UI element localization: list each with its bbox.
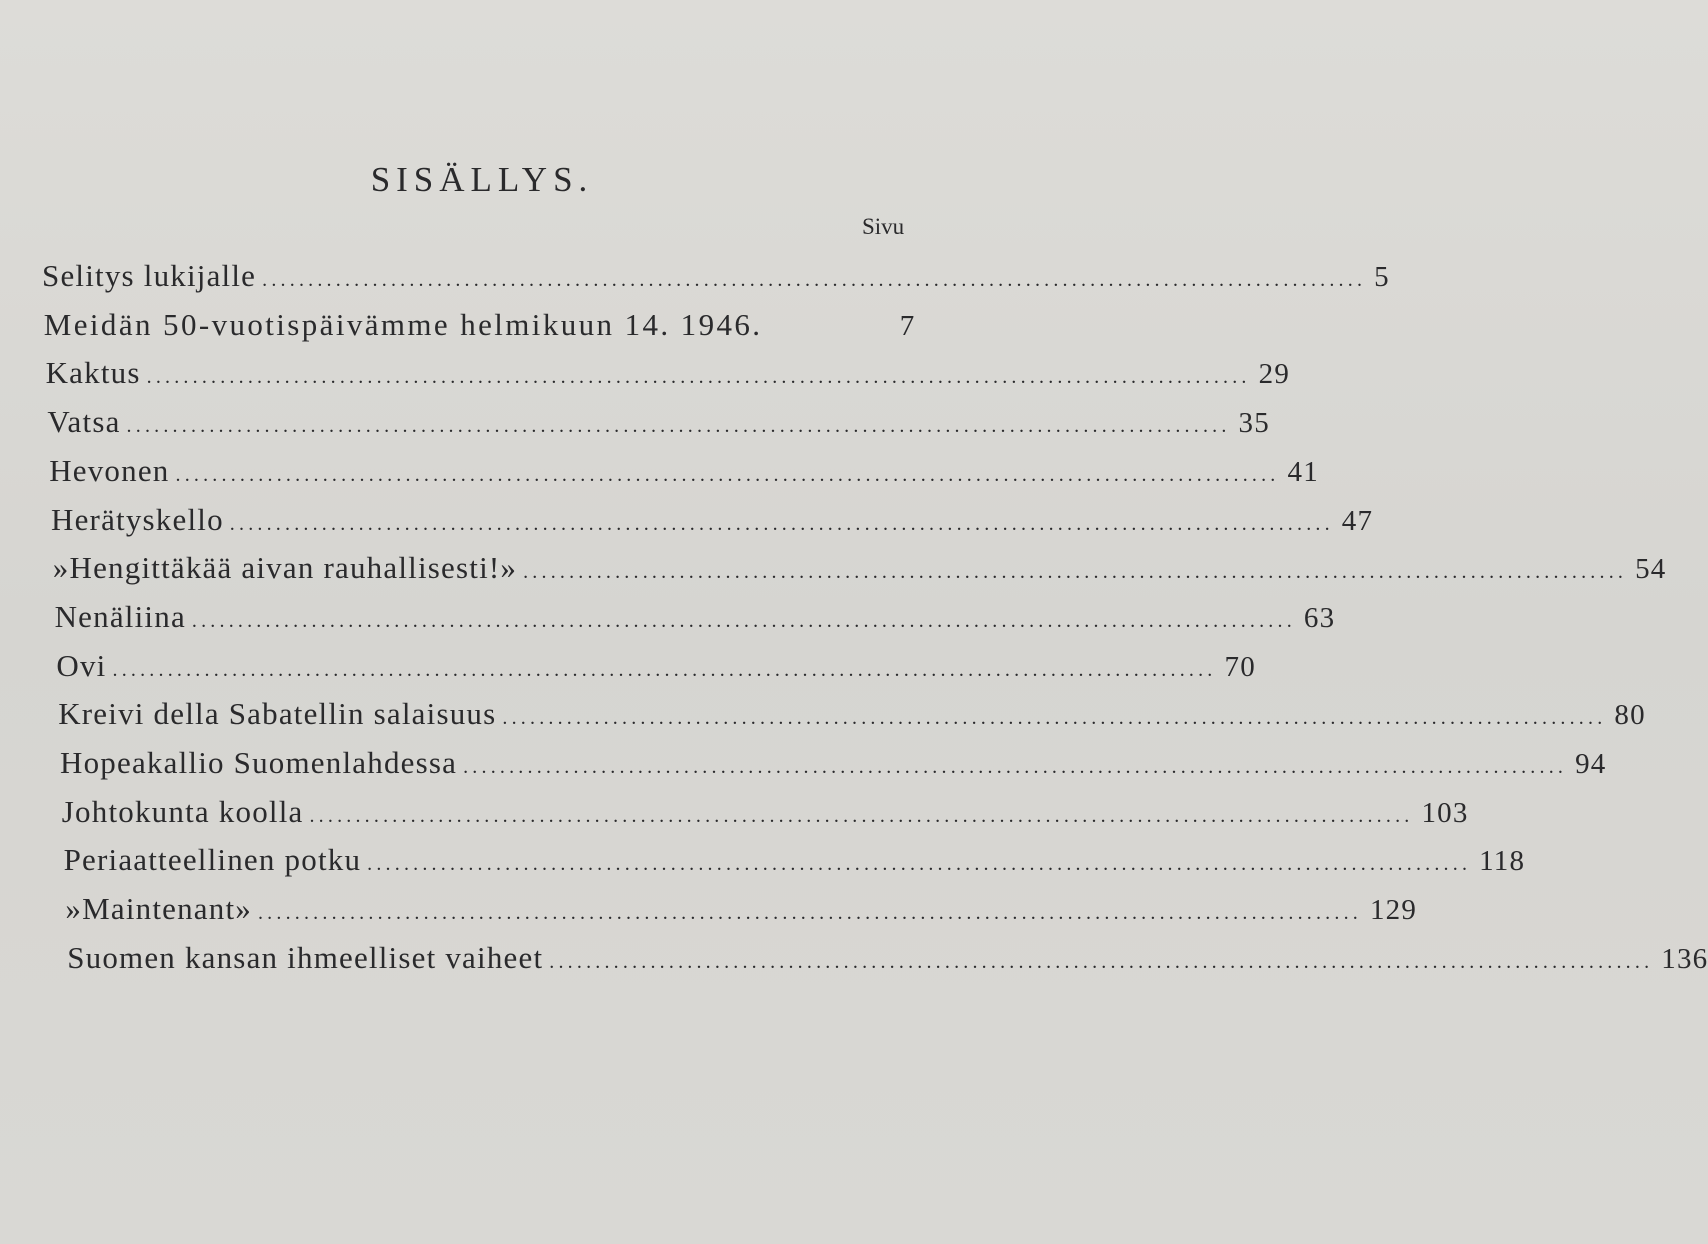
entry-page-number: 41 bbox=[1287, 455, 1319, 488]
title-text: SISÄLLYS. bbox=[370, 160, 594, 199]
page-title bbox=[0, 160, 960, 200]
entry-page-number: 5 bbox=[1374, 261, 1390, 293]
toc-entry bbox=[65, 891, 1418, 931]
entry-page-number: 47 bbox=[1341, 504, 1374, 537]
dot-leader: ........................................................................................................................ bbox=[146, 366, 1251, 389]
dot-leader: ........................................................................................................................ bbox=[175, 463, 1280, 486]
dot-leader: ........................................................................................................................ bbox=[502, 707, 1607, 730]
dot-leader: ........................................................................................................................ bbox=[229, 512, 1334, 535]
dot-leader: ........................................................................................................................ bbox=[257, 902, 1362, 925]
toc-entry bbox=[51, 501, 1374, 542]
dot-leader: ........................................................................................................................ bbox=[112, 658, 1217, 681]
toc-entry bbox=[56, 647, 1256, 688]
dot-leader: ........................................................................................................................ bbox=[191, 609, 1296, 632]
dot-leader: ........................................................................................................................ bbox=[463, 756, 1568, 778]
entry-title: Nenäliina bbox=[54, 598, 186, 634]
entry-page-number: 54 bbox=[1635, 553, 1667, 586]
toc-entry bbox=[58, 696, 1646, 736]
entry-title: Kreivi della Sabatellin salaisuus bbox=[58, 696, 497, 732]
entry-title: Johtokunta koolla bbox=[61, 793, 304, 829]
entry-title: Hopeakallio Suomenlahdessa bbox=[60, 745, 458, 780]
dot-leader: ........................................................................................................................ bbox=[549, 950, 1654, 973]
entry-page-number: 70 bbox=[1224, 650, 1256, 683]
entry-page-number: 118 bbox=[1479, 845, 1526, 878]
entry-title: Ovi bbox=[56, 647, 107, 683]
entry-title: Hevonen bbox=[49, 452, 170, 488]
toc-entry bbox=[42, 258, 1390, 298]
toc-entry bbox=[44, 307, 916, 347]
entry-page-number: 7 bbox=[899, 309, 916, 342]
entry-title: Kaktus bbox=[45, 355, 141, 391]
entry-page-number: 35 bbox=[1238, 407, 1270, 440]
dot-leader: ........................................................................................................................ bbox=[262, 269, 1367, 291]
entry-title: Suomen kansan ihmeelliset vaiheet bbox=[67, 939, 544, 975]
entry-title: »Hengittäkää aivan rauhallisesti!» bbox=[52, 550, 518, 586]
toc-entry bbox=[54, 598, 1336, 639]
entry-page-number: 29 bbox=[1258, 358, 1291, 391]
entry-page-number: 129 bbox=[1369, 894, 1418, 927]
toc-entry bbox=[47, 404, 1270, 444]
entry-page-number: 94 bbox=[1575, 748, 1607, 780]
toc-entry bbox=[52, 550, 1667, 590]
toc-entry bbox=[45, 355, 1291, 395]
toc-entry bbox=[63, 842, 1526, 882]
toc-entry bbox=[67, 939, 1708, 980]
entry-page-number: 63 bbox=[1303, 601, 1336, 634]
entry-page-number: 136 bbox=[1661, 942, 1708, 975]
dot-leader: ........................................................................................................................ bbox=[523, 561, 1628, 584]
dot-leader: ........................................................................................................................ bbox=[309, 804, 1414, 827]
entry-title: »Maintenant» bbox=[65, 891, 252, 927]
toc-entry bbox=[49, 452, 1319, 493]
entry-page-number: 80 bbox=[1614, 699, 1646, 732]
entry-title: Meidän 50-vuotispäivämme helmikuun 14. 1946. bbox=[43, 306, 763, 342]
dot-leader: ........................................................................................................................ bbox=[367, 853, 1472, 876]
entry-title: Herätyskello bbox=[51, 501, 224, 537]
entry-title: Vatsa bbox=[47, 404, 121, 440]
toc-entry bbox=[61, 793, 1469, 834]
dot-leader: ........................................................................................................................ bbox=[126, 415, 1231, 438]
entry-title: Periaatteellinen potku bbox=[63, 842, 362, 878]
entry-page-number: 103 bbox=[1421, 796, 1469, 829]
entry-title: Selitys lukijalle bbox=[42, 258, 257, 293]
page-column-label: Sivu bbox=[862, 214, 905, 239]
toc-entry bbox=[60, 745, 1607, 785]
